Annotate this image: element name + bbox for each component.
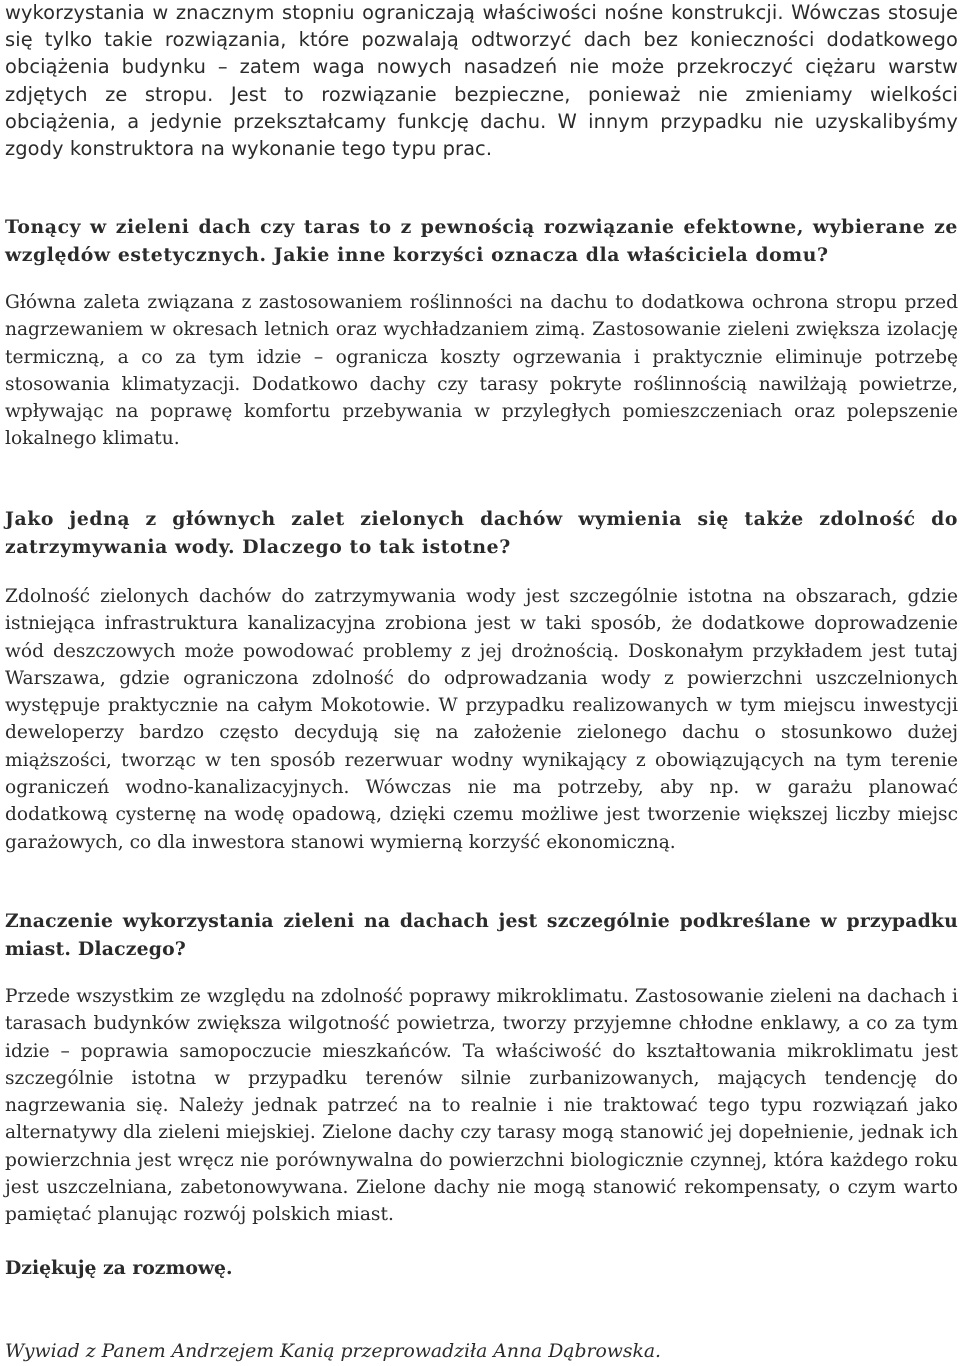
question-3-text: Znaczenie wykorzystania zieleni na dachach jest szczególnie podkreślane w przypadku miast. Dlaczego? (5, 910, 958, 960)
answer-3 (5, 983, 958, 1229)
intro-sentence-3: W innym przypadku nie uzyskalibyśmy zgody konstruktora na wykonanie tego typu prac. (5, 109, 958, 161)
answer-1-text: Główna zaleta związana z zastosowaniem roślinności na dachu to dodatkowa ochrona stropu przed nagrzewaniem w okresach letnich oraz wychładzaniem zimą. Zastosowanie zieleni zwiększa izolację termiczną, a co za tym idzie – ogranicza koszty ogrzewania i praktycznie eliminuje potrzebę stosowania klimatyzacji. Dodatkowo dachy czy tarasy pokryte roślinnością nawilżają powietrze, wpływając na poprawę komfortu przebywania w przyległych pomieszczeniach oraz polepszenie lokalnego klimatu. (5, 292, 958, 450)
answer-3-text: Przede wszystkim ze względu na zdolność poprawy mikroklimatu. Zastosowanie zieleni na dachach i tarasach budynków zwiększa wilgotność powietrza, tworzy przyjemne chłodne enklawy, a co za tym idzie – poprawia samopoczucie mieszkańców. Ta właściwość do kształtowania mikroklimatu jest szczególnie istotna w przypadku terenów silnie zurbanizowanych, mających tendencję do nagrzewania się. Należy jednak patrzeć na to realnie i nie traktować tego typu rozwiązań jako alternatywy dla zieleni miejskiej. Zielone dachy czy tarasy mogą stanowić jej dopełnienie, jednak ich powierzchnia jest wręcz nie porównywalna do powierzchni biologicznie czynnej, która każdego roku jest uszczelniana, zabetonowywana. Zielone dachy nie mogą stanowić rekompensaty, o czym warto pamiętać planując rozwój polskich miast. (5, 986, 958, 1226)
question-1 (5, 214, 958, 269)
question-3 (5, 908, 958, 963)
question-1-text: Tonący w zieleni dach czy taras to z pewnością rozwiązanie efektowne, wybierane ze względów estetycznych. Jakie inne korzyści oznacza dla właściciela domu? (5, 216, 958, 266)
question-2 (5, 506, 958, 561)
intro-text (5, 0, 958, 162)
answer-2-text: Zdolność zielonych dachów do zatrzymywania wody jest szczególnie istotna na obszarach, gdzie istniejąca infrastruktura kanalizacyjna zrobiona jest w taki sposób, że dodatkowe doprowadzenie wód deszczowych może powodować problemy z jej drożnością. Doskonałym przykładem jest tutaj Warszawa, gdzie ograniczona zdolność do odprowadzania wody z powierzchni uszczelnionych występuje praktycznie na całym Mokotowie. W przypadku realizowanych w tym miejscu inwestycji deweloperzy bardzo często decydują się na założenie zielonego dachu o stosunkowo dużej miąższości, tworząc w ten sposób rezerwuar wodny wynikający z obowiązujących na tym terenie ograniczeń wodno-kanalizacyjnych. Wówczas nie ma potrzeby, aby np. w garażu planować dodatkową cysternę na wodę opadową, dzięki czemu możliwe jest tworzenie większej liczby miejsc garażowych, co dla inwestora stanowi wymierną korzyść ekonomiczną. (5, 586, 958, 853)
closing-thanks (5, 1255, 958, 1283)
intro-paragraph (5, 0, 958, 162)
intro-sentence-2: Jest to rozwiązanie bezpieczne, ponieważ nie zmieniamy wielkości obciążenia, a jedynie przekształcamy funkcję dachu. (5, 82, 959, 133)
question-2-text: Jako jedną z głównych zalet zielonych dachów wymienia się także zdolność do zatrzymywania wody. Dlaczego to tak istotne? (5, 508, 958, 558)
answer-1 (5, 289, 958, 453)
intro-sentence-1: wykorzystania w znacznym stopniu ograniczają właściwości nośne konstrukcji. Wówczas stosuje się tylko takie rozwiązania, które pozwalają odtworzyć dach bez konieczności dodatkowego obciążenia budynku – zatem waga nowych nasadzeń nie może przekroczyć ciężaru warstw zdjętych ze stropu. (5, 1, 958, 106)
answer-2 (5, 583, 958, 856)
thanks-text: Dziękuję za rozmowę. (5, 1257, 233, 1279)
interview-credit (5, 1338, 958, 1366)
credit-text: Wywiad z Panem Andrzejem Kanią przeprowadziła Anna Dąbrowska. (5, 1341, 662, 1362)
